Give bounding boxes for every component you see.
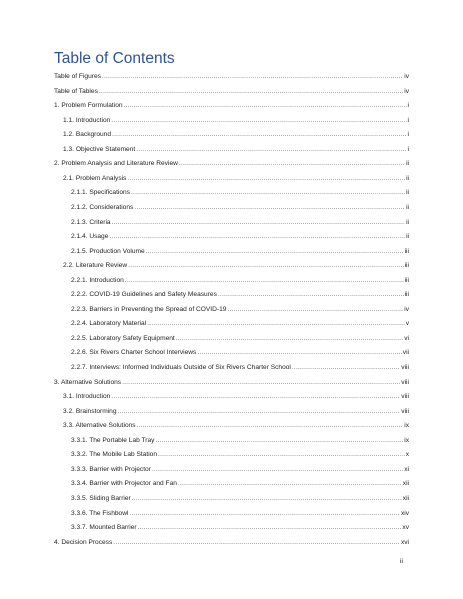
toc-entry-page: x	[405, 451, 409, 459]
toc-leader-dots	[109, 232, 405, 241]
toc-entry-page: i	[407, 145, 409, 153]
toc-entry-page: i	[407, 102, 409, 110]
toc-entry[interactable]	[63, 407, 409, 416]
toc-entry[interactable]	[63, 130, 409, 139]
toc-leader-dots	[112, 130, 407, 139]
toc-leader-dots	[147, 319, 405, 328]
toc-leader-dots	[99, 87, 403, 96]
toc-entry-label: 3.2. Brainstorming	[63, 407, 117, 415]
toc-leader-dots	[178, 479, 402, 488]
toc-leader-dots	[131, 188, 405, 197]
toc-entry-page: ix	[404, 422, 409, 430]
toc-leader-dots	[132, 494, 402, 503]
toc-leader-dots	[112, 218, 405, 227]
toc-entry-page: iv	[404, 305, 409, 313]
toc-entry-label: 3. Alternative Solutions	[54, 378, 122, 386]
toc-leader-dots	[118, 407, 401, 416]
toc-entry-page: iii	[404, 291, 409, 299]
toc-leader-dots	[122, 378, 400, 387]
toc-leader-dots	[146, 247, 404, 256]
toc-entry-label: 2.1.5. Production Volume	[71, 247, 145, 255]
toc-entry-page: iv	[404, 87, 409, 95]
toc-leader-dots	[102, 72, 403, 81]
toc-leader-dots	[176, 334, 404, 343]
toc-entry-label: Table of Tables	[54, 87, 98, 95]
toc-entry-page: ii	[406, 218, 409, 226]
toc-entry-page: ii	[406, 189, 409, 197]
toc-entry-page: i	[407, 116, 409, 124]
toc-entry-label: 2.1.2. Considerations	[71, 203, 134, 211]
toc-entry-label: 3.3.6. The Fishbowl	[71, 509, 129, 517]
toc-leader-dots	[137, 421, 404, 430]
toc-entry-page: v	[405, 320, 409, 328]
toc-leader-dots	[113, 538, 400, 547]
toc-entry-page: viii	[401, 393, 409, 401]
toc-entry-label: 1.1. Introduction	[63, 116, 111, 124]
toc-entry[interactable]	[71, 290, 409, 299]
toc-leader-dots	[129, 509, 400, 518]
toc-title: Table of Contents	[54, 50, 175, 67]
toc-entry-page: viii	[401, 364, 409, 371]
toc-entry[interactable]	[71, 319, 409, 328]
toc-entry-label: 2.2. Literature Review	[63, 262, 128, 270]
toc-leader-dots	[124, 101, 407, 110]
toc-entry-page: iii	[404, 247, 409, 255]
toc-leader-dots	[292, 363, 400, 372]
toc-entry-page: xvi	[400, 538, 409, 546]
toc-entry[interactable]	[71, 494, 409, 503]
toc-entry-label: Table of Figures	[54, 73, 101, 80]
toc-entry[interactable]	[71, 479, 409, 488]
toc-leader-dots	[227, 305, 403, 314]
toc-entry-page: vii	[402, 349, 409, 357]
toc-entry-page: iii	[404, 262, 409, 270]
toc-entry[interactable]	[71, 247, 409, 256]
toc-leader-dots	[158, 450, 405, 459]
toc-entry-label: 1.3. Objective Statement	[63, 145, 136, 153]
toc-leader-dots	[152, 465, 403, 474]
toc-entry-page: xi	[404, 465, 409, 473]
toc-leader-dots	[197, 348, 401, 357]
toc-entry-label: 2.2.7. Interviews: Informed Individuals Outside of Six Rivers Charter School	[71, 364, 291, 371]
toc-entry-page: ii	[406, 203, 409, 211]
toc-entry-label: 2. Problem Analysis and Literature Review	[54, 160, 178, 168]
toc-entry-label: 2.1. Problem Analysis	[63, 174, 127, 182]
toc-leader-dots	[125, 276, 404, 285]
toc-entry[interactable]	[71, 305, 409, 314]
toc-entry-label: 2.2.1. Introduction	[71, 276, 124, 284]
toc-entry[interactable]	[63, 116, 409, 125]
toc-entry-label: 2.2.4. Laboratory Material	[71, 320, 147, 328]
toc-leader-dots	[136, 145, 406, 154]
toc-entry[interactable]	[71, 218, 409, 227]
toc-leader-dots	[218, 290, 404, 299]
toc-entry-page: xiv	[400, 509, 409, 517]
toc-entry-label: 1. Problem Formulation	[54, 102, 123, 110]
toc-entry[interactable]	[54, 378, 409, 387]
toc-entry-label: 2.2.2. COVID-19 Guidelines and Safety Measures	[71, 291, 217, 299]
toc-entry-page: vi	[404, 334, 409, 342]
toc-entry-label: 3.3.2. The Mobile Lab Station	[71, 451, 158, 459]
toc-entry-label: 2.1.4. Usage	[71, 233, 109, 241]
toc-leader-dots	[155, 436, 403, 445]
toc-entry[interactable]	[71, 523, 409, 532]
toc-entry[interactable]	[54, 72, 409, 81]
toc-entry-label: 4. Decision Process	[54, 538, 113, 546]
toc-entry-label: 2.2.6. Six Rivers Charter School Interviews	[71, 349, 197, 357]
toc-entry-page: i	[407, 131, 409, 139]
toc-entry[interactable]	[71, 450, 409, 459]
toc-entry[interactable]	[71, 188, 409, 197]
toc-leader-dots	[134, 203, 405, 212]
toc-entry[interactable]	[54, 159, 409, 168]
toc-leader-dots	[138, 523, 402, 532]
toc-leader-dots	[128, 261, 403, 270]
toc-entry[interactable]	[71, 203, 409, 212]
toc-entry-label: 2.2.3. Barriers in Preventing the Spread of COVID-19	[71, 305, 227, 313]
toc-entry[interactable]	[63, 145, 409, 154]
toc-entry-page: viii	[401, 407, 409, 415]
toc-entry-page: ii	[406, 233, 409, 241]
toc-entry[interactable]	[71, 363, 409, 372]
page-number: ii	[400, 558, 403, 565]
toc-entry-page: xii	[402, 494, 409, 502]
toc-entry-page: xv	[402, 524, 409, 532]
toc-entry-label: 3.3.3. Barrier with Projector	[71, 465, 151, 473]
toc-entry-label: 3.1. Introduction	[63, 393, 111, 401]
toc-entry[interactable]	[71, 348, 409, 357]
toc-entry[interactable]	[63, 392, 409, 401]
toc-entry-label: 3.3.1. The Portable Lab Tray	[71, 436, 155, 444]
toc-entry-label: 3.3.4. Barrier with Projector and Fan	[71, 480, 177, 488]
toc-entry[interactable]	[71, 232, 409, 241]
toc-entry-label: 3.3.7. Mounted Barrier	[71, 524, 137, 532]
toc-entry[interactable]	[54, 87, 409, 96]
toc-entry[interactable]	[54, 538, 409, 547]
toc-entry[interactable]	[71, 276, 409, 285]
toc-entry-page: ii	[406, 160, 409, 168]
toc-entry-label: 1.2. Background	[63, 131, 112, 139]
toc-entry-label: 2.1.3. Criteria	[71, 218, 111, 226]
toc-entry[interactable]	[71, 436, 409, 445]
toc-entry-page: viii	[401, 378, 409, 386]
toc-leader-dots	[111, 392, 400, 401]
toc-leader-dots	[127, 174, 405, 183]
toc-entry-page: ii	[406, 174, 409, 182]
toc-leader-dots	[179, 159, 405, 168]
toc-entry[interactable]	[54, 101, 409, 110]
toc-entry-label: 3.3. Alternative Solutions	[63, 422, 136, 430]
toc-entry-label: 2.2.5. Laboratory Safety Equipment	[71, 334, 175, 342]
toc-entry-page: iii	[404, 276, 409, 284]
toc-entry-label: 2.1.1. Specifications	[71, 189, 131, 197]
toc-entry-page: ix	[404, 436, 409, 444]
toc-entry-page: xii	[402, 480, 409, 488]
toc-entry[interactable]	[71, 509, 409, 518]
toc-entry[interactable]	[63, 421, 409, 430]
toc-leader-dots	[111, 116, 406, 125]
toc-entry-page: iv	[404, 73, 409, 80]
toc-entry-label: 3.3.5. Sliding Barrier	[71, 494, 131, 502]
toc-entry[interactable]	[71, 334, 409, 343]
toc-entry[interactable]	[71, 465, 409, 474]
toc-entry[interactable]	[63, 174, 409, 183]
toc-entry[interactable]	[63, 261, 409, 270]
